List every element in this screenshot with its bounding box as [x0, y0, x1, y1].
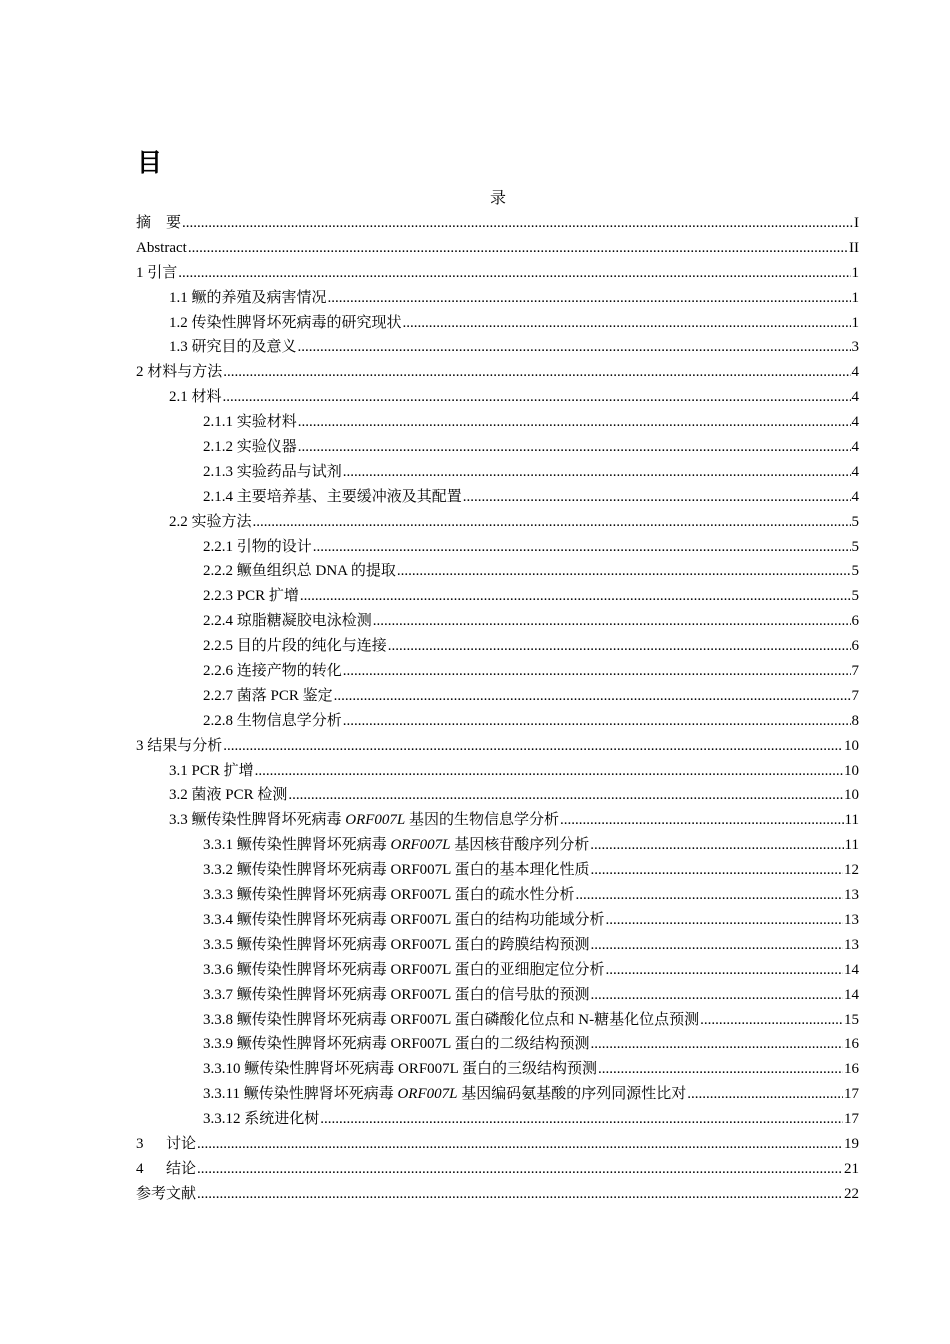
toc-entry-page-number: 21	[844, 1160, 859, 1177]
toc-entry-leader-dots	[178, 261, 850, 286]
toc-entry-title: 3.3.2 鳜传染性脾肾坏死病毒 ORF007L 蛋白的基本理化性质	[203, 862, 590, 879]
toc-entry-page-number: 15	[844, 1011, 859, 1028]
toc-entry-page-number: 5	[851, 513, 859, 530]
toc-entry-page-number: I	[854, 215, 859, 231]
toc-entry-page-number: 11	[844, 812, 859, 829]
toc-entry[interactable]	[136, 1107, 859, 1132]
toc-entry[interactable]	[136, 559, 859, 584]
toc-entry[interactable]	[136, 808, 859, 833]
toc-entry-leader-dots	[223, 734, 843, 759]
toc-entry-title: 3 结果与分析	[136, 737, 223, 754]
toc-entry-page-number: 5	[851, 588, 859, 605]
toc-entry-title: 3.3.11 鳜传染性脾肾坏死病毒 ORF007L 基因编码氨基酸的序列同源性比对	[203, 1086, 687, 1103]
toc-entry[interactable]	[136, 833, 859, 858]
toc-entry-leader-dots	[320, 1107, 843, 1132]
toc-entry[interactable]	[136, 261, 859, 286]
toc-entry-leader-dots	[388, 634, 851, 659]
toc-entry[interactable]	[136, 385, 859, 410]
toc-entry-page-number: 16	[844, 1036, 859, 1053]
toc-entry-leader-dots	[606, 958, 843, 983]
toc-entry-title: 3.3.6 鳜传染性脾肾坏死病毒 ORF007L 蛋白的亚细胞定位分析	[203, 961, 605, 978]
toc-entry-title: 3.3.10 鳜传染性脾肾坏死病毒 ORF007L 蛋白的三级结构预测	[203, 1061, 598, 1078]
toc-entry-leader-dots	[591, 933, 843, 958]
toc-entry-leader-dots	[591, 1032, 843, 1057]
toc-entry[interactable]	[136, 958, 859, 983]
toc-entry-page-number: 17	[844, 1111, 859, 1128]
toc-entry[interactable]	[136, 983, 859, 1008]
toc-entry[interactable]	[136, 1132, 859, 1157]
toc-entry-title: Abstract	[136, 239, 187, 256]
toc-entry-leader-dots	[197, 1157, 843, 1182]
toc-entry-title: 2.1 材料	[169, 389, 222, 406]
toc-entry-leader-dots	[590, 833, 843, 858]
toc-entry-title: 2 材料与方法	[136, 364, 223, 381]
toc-entry-page-number: 1	[851, 314, 859, 331]
toc-entry[interactable]	[136, 908, 859, 933]
toc-entry-page-number: 4	[851, 488, 859, 505]
toc-entry-title: 2.2.3 PCR 扩增	[203, 588, 299, 605]
toc-entry-title: 2.2.4 琼脂糖凝胶电泳检测	[203, 613, 372, 630]
toc-entry-page-number: 6	[851, 638, 859, 655]
toc-entry-title: 3.3 鳜传染性脾肾坏死病毒 ORF007L 基因的生物信息学分析	[169, 812, 560, 829]
toc-entry-leader-dots	[197, 1182, 843, 1207]
toc-entry-leader-dots	[598, 1057, 843, 1082]
toc-entry-page-number: 4	[851, 389, 859, 406]
toc-entry-leader-dots	[182, 211, 853, 236]
toc-entry[interactable]	[136, 286, 859, 311]
toc-entry[interactable]	[136, 783, 859, 808]
toc-entry-leader-dots	[328, 286, 851, 311]
toc-entry[interactable]	[136, 1182, 859, 1207]
toc-entry-page-number: 14	[844, 961, 859, 978]
toc-entry-page-number: 13	[844, 936, 859, 953]
toc-entry-title: 2.1.3 实验药品与试剂	[203, 463, 342, 480]
toc-entry-leader-dots	[687, 1082, 843, 1107]
toc-entry-title: 1.1 鳜的养殖及病害情况	[169, 289, 327, 306]
toc-entry[interactable]	[136, 1008, 859, 1033]
toc-entry-leader-dots	[343, 659, 851, 684]
toc-entry[interactable]	[136, 734, 859, 759]
toc-entry-leader-dots	[403, 311, 851, 336]
toc-entry-title: 摘 要	[136, 215, 182, 231]
toc-entry-page-number: 8	[851, 712, 859, 729]
toc-entry[interactable]	[136, 335, 859, 360]
toc-entry-leader-dots	[300, 584, 851, 609]
toc-entry-leader-dots	[700, 1008, 843, 1033]
toc-entry-page-number: 6	[851, 613, 859, 630]
toc-entry-page-number: 10	[844, 787, 859, 804]
toc-entry-page-number: 1	[851, 289, 859, 306]
toc-entry-page-number: 13	[844, 911, 859, 928]
toc-entry-page-number: 5	[851, 563, 859, 580]
toc-entry-title: 2.2.8 生物信息学分析	[203, 712, 342, 729]
toc-entry[interactable]	[136, 410, 859, 435]
toc-entry-leader-dots	[255, 759, 843, 784]
toc-entry-leader-dots	[223, 385, 851, 410]
toc-entry-title: 2.2.5 目的片段的纯化与连接	[203, 638, 387, 655]
toc-entry-page-number: 22	[844, 1185, 859, 1202]
toc-entry-page-number: II	[849, 239, 859, 256]
toc-entry-page-number: 12	[844, 862, 859, 879]
toc-entry-leader-dots	[397, 559, 851, 584]
toc-entry-leader-dots	[343, 709, 851, 734]
toc-entry-leader-dots	[298, 410, 851, 435]
toc-entry[interactable]	[136, 535, 859, 560]
toc-entry-leader-dots	[343, 460, 851, 485]
toc-entry-title: 3.1 PCR 扩增	[169, 762, 254, 779]
toc-entry-leader-dots	[576, 883, 843, 908]
toc-entry-leader-dots	[591, 858, 843, 883]
toc-entry-title: 1.3 研究目的及意义	[169, 339, 297, 356]
toc-entry-leader-dots	[334, 684, 851, 709]
toc-entry-page-number: 10	[844, 737, 859, 754]
toc-entry-page-number: 7	[851, 687, 859, 704]
toc-entry[interactable]	[136, 1082, 859, 1107]
toc-entry-leader-dots	[188, 236, 848, 261]
toc-entry-title: 2.1.2 实验仪器	[203, 439, 297, 456]
toc-entry-leader-dots	[606, 908, 843, 933]
toc-entry[interactable]	[136, 435, 859, 460]
toc-entry[interactable]	[136, 510, 859, 535]
toc-entry-page-number: 13	[844, 887, 859, 904]
toc-entry-title: 3.3.4 鳜传染性脾肾坏死病毒 ORF007L 蛋白的结构功能域分析	[203, 911, 605, 928]
toc-entry-title: 3.3.5 鳜传染性脾肾坏死病毒 ORF007L 蛋白的跨膜结构预测	[203, 936, 590, 953]
toc-entry[interactable]	[136, 1057, 859, 1082]
toc-entry-page-number: 1	[851, 264, 859, 281]
toc-entry-leader-dots	[560, 808, 844, 833]
toc-entry-page-number: 11	[844, 837, 859, 854]
toc-entry[interactable]	[136, 236, 859, 261]
toc-entry[interactable]	[136, 211, 859, 236]
toc-entry[interactable]	[136, 684, 859, 709]
toc-entry-page-number: 5	[851, 538, 859, 555]
toc-heading-sub: 录	[489, 190, 506, 207]
toc-entry-title: 3.3.7 鳜传染性脾肾坏死病毒 ORF007L 蛋白的信号肽的预测	[203, 986, 590, 1003]
toc-entry-page-number: 4	[851, 364, 859, 381]
toc-entry[interactable]	[136, 659, 859, 684]
toc-entry[interactable]	[136, 1157, 859, 1182]
toc-entry-leader-dots	[298, 335, 851, 360]
toc-entry-page-number: 4	[851, 414, 859, 431]
toc-entry-title: 3.3.3 鳜传染性脾肾坏死病毒 ORF007L 蛋白的疏水性分析	[203, 887, 575, 904]
toc-entry-page-number: 14	[844, 986, 859, 1003]
toc-entry-page-number: 3	[851, 339, 859, 356]
toc-entry-title: 3.3.9 鳜传染性脾肾坏死病毒 ORF007L 蛋白的二级结构预测	[203, 1036, 590, 1053]
toc-entry-title: 2.2.7 菌落 PCR 鉴定	[203, 687, 333, 704]
toc-entry[interactable]	[136, 485, 859, 510]
toc-entry-page-number: 17	[844, 1086, 859, 1103]
toc-entry[interactable]	[136, 933, 859, 958]
toc-entry[interactable]	[136, 759, 859, 784]
toc-entry[interactable]	[136, 460, 859, 485]
toc-entry-title: 参考文献	[136, 1185, 197, 1202]
toc-entry[interactable]	[136, 709, 859, 734]
toc-entry-leader-dots	[298, 435, 851, 460]
toc-entry[interactable]	[136, 609, 859, 634]
toc-entry-title: 3 讨论	[136, 1135, 197, 1152]
toc-entry-title: 3.3.12 系统进化树	[203, 1111, 320, 1128]
toc-entry-leader-dots	[253, 510, 851, 535]
toc-entry-leader-dots	[223, 360, 850, 385]
toc-entry-title: 3.2 菌液 PCR 检测	[169, 787, 288, 804]
toc-entry-title: 2.2.6 连接产物的转化	[203, 663, 342, 680]
toc-entry-page-number: 4	[851, 463, 859, 480]
toc-entry[interactable]	[136, 584, 859, 609]
toc-entry-title: 2.1.4 主要培养基、主要缓冲液及其配置	[203, 488, 462, 505]
toc-entry-page-number: 4	[851, 439, 859, 456]
toc-entry-page-number: 16	[844, 1061, 859, 1078]
toc-entry-title: 2.2.2 鳜鱼组织总 DNA 的提取	[203, 563, 396, 580]
toc-entry[interactable]	[136, 883, 859, 908]
toc-entry-leader-dots	[591, 983, 843, 1008]
toc-entry[interactable]	[136, 311, 859, 336]
toc-entry[interactable]	[136, 360, 859, 385]
toc-entry-title: 2.1.1 实验材料	[203, 414, 297, 431]
toc-entry-title: 2.2.1 引物的设计	[203, 538, 312, 555]
toc-entry-title: 1 引言	[136, 264, 178, 281]
toc-entry-leader-dots	[373, 609, 851, 634]
toc-entry-leader-dots	[197, 1132, 843, 1157]
toc-entry-leader-dots	[463, 485, 851, 510]
toc-entry-title: 3.3.8 鳜传染性脾肾坏死病毒 ORF007L 蛋白磷酸化位点和 N-糖基化位点预测	[203, 1011, 700, 1028]
toc-entry-leader-dots	[313, 535, 851, 560]
toc-entry-page-number: 10	[844, 762, 859, 779]
toc-entry-title: 2.2 实验方法	[169, 513, 252, 530]
toc-entry-page-number: 19	[844, 1135, 859, 1152]
toc-entry[interactable]	[136, 1032, 859, 1057]
toc-entry-leader-dots	[288, 783, 843, 808]
toc-entry[interactable]	[136, 634, 859, 659]
toc-heading-main: 目	[137, 148, 163, 177]
toc-entry-title: 4 结论	[136, 1160, 197, 1177]
toc-entry-page-number: 7	[851, 663, 859, 680]
table-of-contents	[136, 211, 859, 1207]
toc-entry-title: 1.2 传染性脾肾坏死病毒的研究现状	[169, 314, 402, 331]
toc-entry-title: 3.3.1 鳜传染性脾肾坏死病毒 ORF007L 基因核苷酸序列分析	[203, 837, 590, 854]
toc-entry[interactable]	[136, 858, 859, 883]
